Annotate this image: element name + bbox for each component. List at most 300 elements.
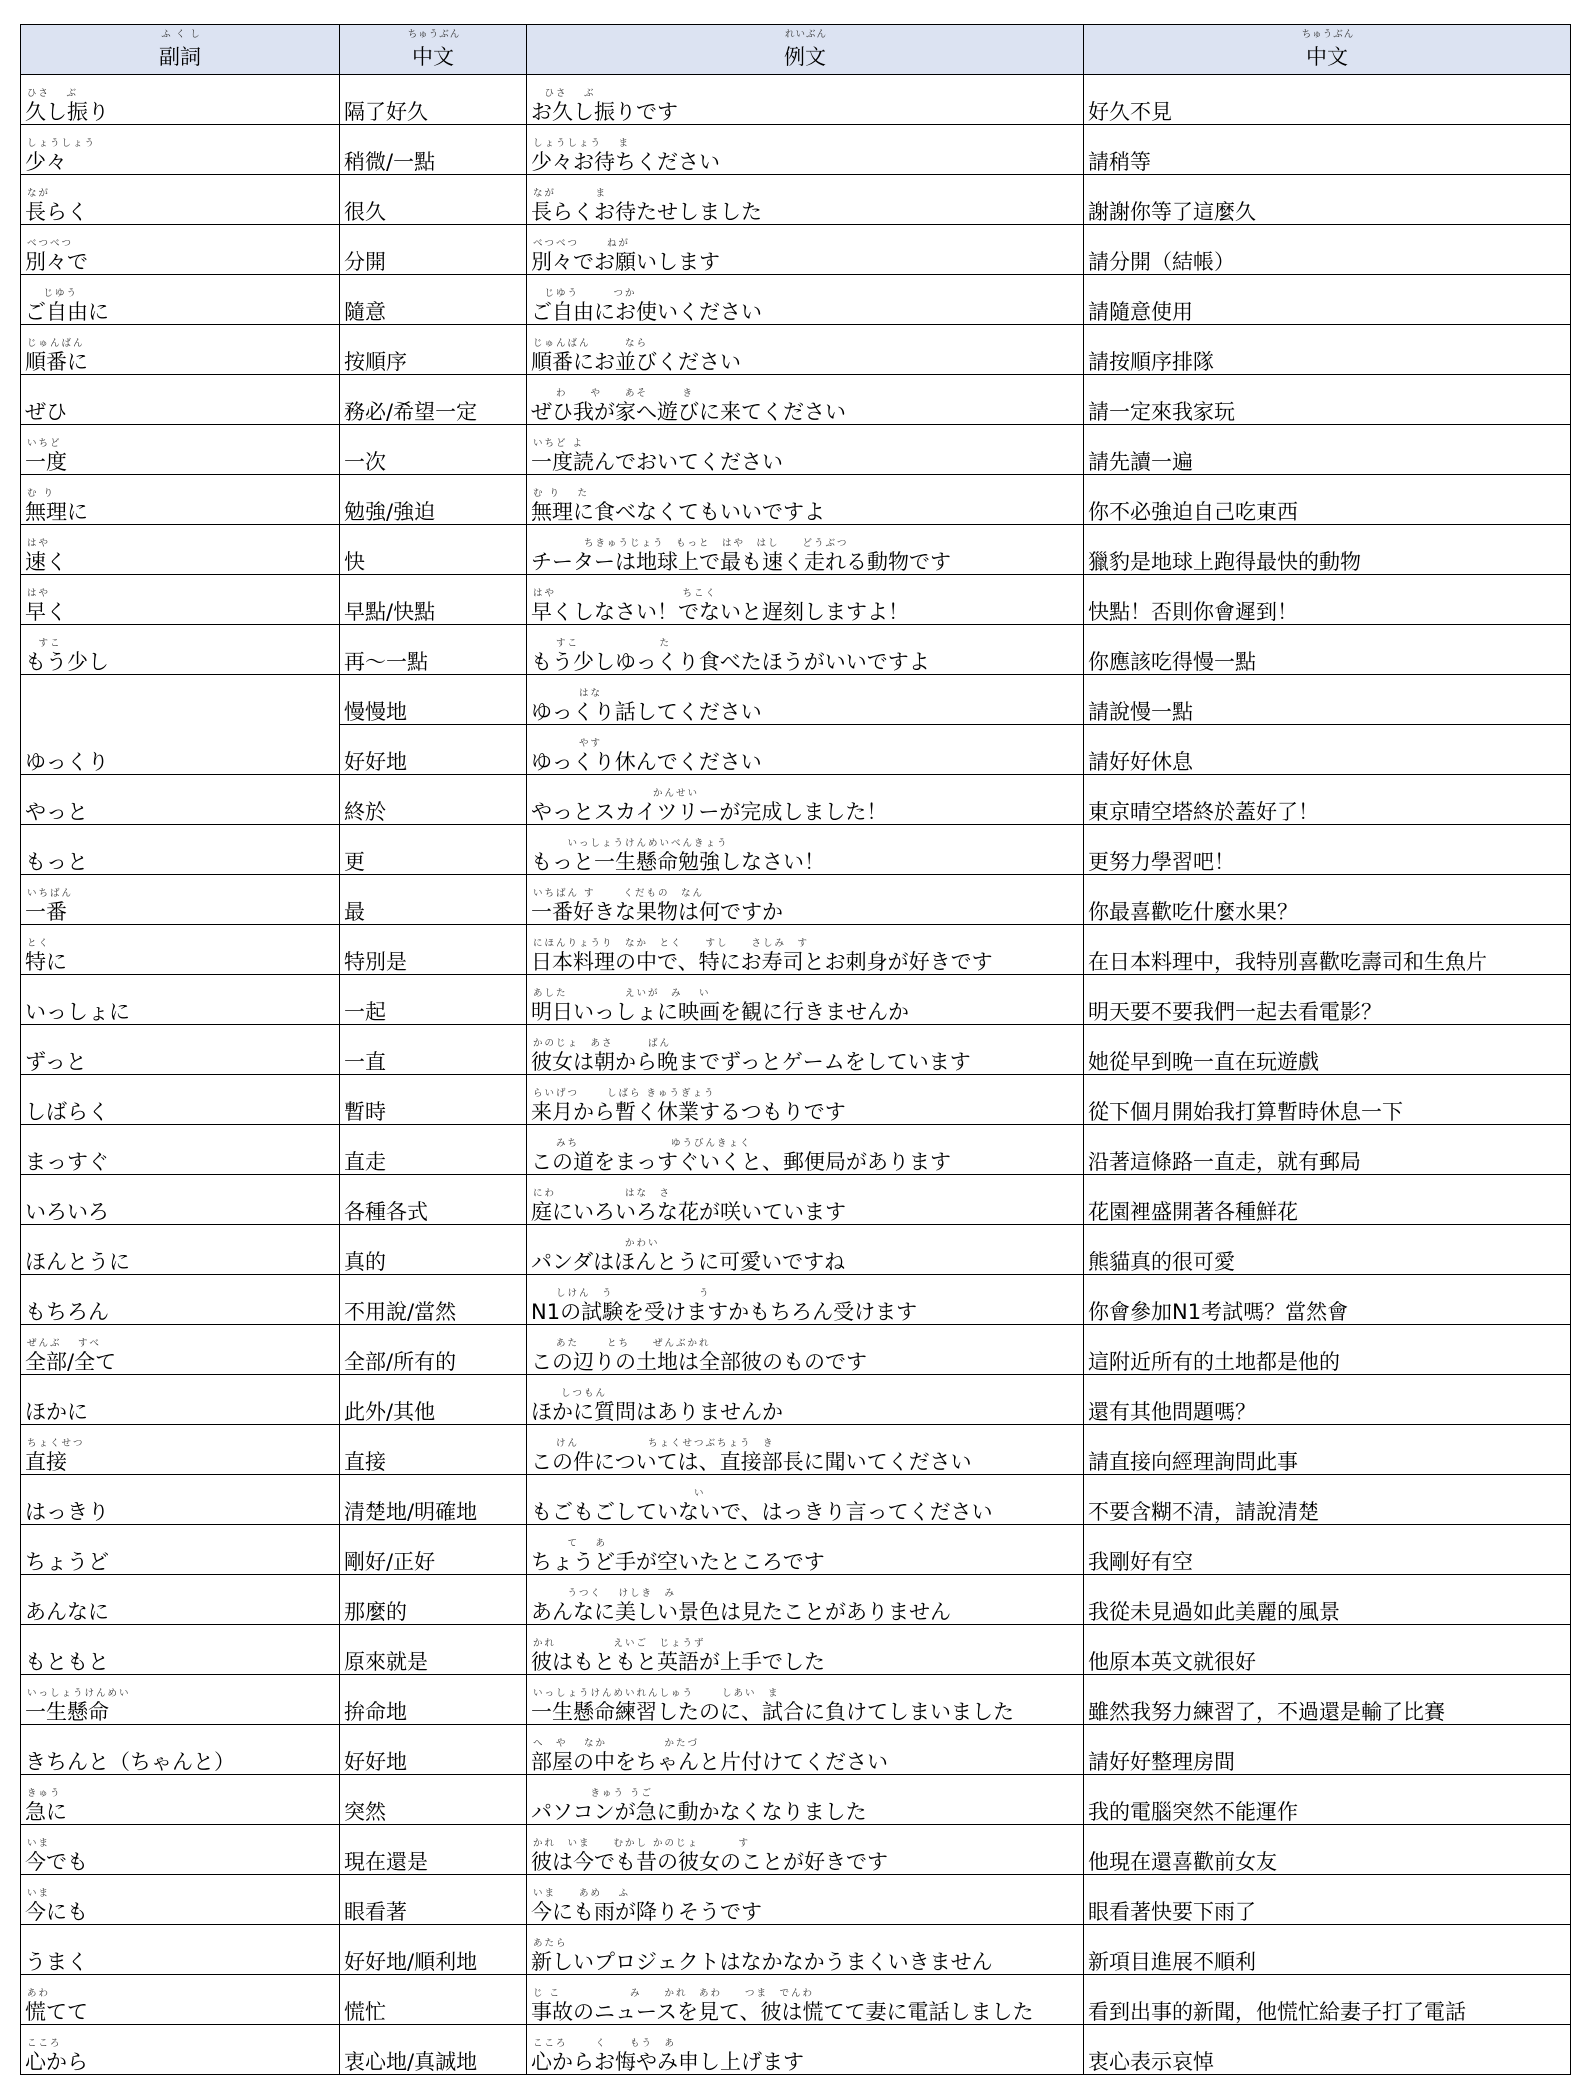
header-ruby: ちゅうぶん <box>407 29 461 40</box>
chinese-cell: 直接 <box>340 1425 527 1475</box>
translation-cell: 請好好休息 <box>1084 725 1571 775</box>
chinese-cell: 分開 <box>340 225 527 275</box>
main-text: やっとスカイツリーが完成しました！ <box>531 800 888 824</box>
adverb-cell <box>21 625 340 675</box>
furigana: はや <box>27 538 51 549</box>
adverb-cell <box>21 1225 340 1275</box>
furigana: すこ た <box>533 638 672 649</box>
furigana: いちど <box>27 438 62 449</box>
header-label: 副詞 <box>159 45 201 69</box>
translation-cell: 她從早到晚一直在玩遊戲 <box>1084 1025 1571 1075</box>
translation-cell: 沿著這條路一直走，就有郵局 <box>1084 1125 1571 1175</box>
chinese-cell: 那麼的 <box>340 1575 527 1625</box>
adverb-cell <box>21 675 340 775</box>
furigana: て あ <box>533 1538 608 1549</box>
main-text: はっきり <box>25 1500 109 1524</box>
table-row <box>21 1775 1571 1825</box>
main-text: 心からお悔やみ申し上げます <box>531 2050 804 2074</box>
furigana: とく <box>27 938 51 949</box>
header-label: 例文 <box>784 45 826 69</box>
chinese-cell: 好好地/順利地 <box>340 1925 527 1975</box>
translation-cell: 你應該吃得慢一點 <box>1084 625 1571 675</box>
main-text: 別々で <box>25 250 88 274</box>
furigana: ひさ ぶ <box>533 88 596 99</box>
main-text: 直接 <box>25 1450 67 1474</box>
main-text: 順番にお並びください <box>531 350 741 374</box>
table-row <box>21 175 1571 225</box>
furigana: はや ちこく <box>533 588 718 599</box>
furigana: かわい <box>533 1238 660 1249</box>
translation-cell: 看到出事的新聞，他慌忙給妻子打了電話 <box>1084 1975 1571 2025</box>
adverb-cell <box>21 275 340 325</box>
adverb-cell <box>21 75 340 125</box>
furigana <box>25 838 335 850</box>
furigana: にほんりょうり なか とく すし さしみ す <box>533 938 810 949</box>
example-cell <box>527 2025 1084 2075</box>
main-text: 来月から暫く休業するつもりです <box>531 1100 846 1124</box>
main-text: 早く <box>25 600 67 624</box>
main-text: ぜひ我が家へ遊びに来てください <box>531 400 846 424</box>
chinese-cell: 稍微/一點 <box>340 125 527 175</box>
main-text: 彼は今でも昔の彼女のことが好きです <box>531 1850 888 1874</box>
translation-cell: 衷心表示哀悼 <box>1084 2025 1571 2075</box>
chinese-cell: 全部/所有的 <box>340 1325 527 1375</box>
main-text: あんなに美しい景色は見たことがありません <box>531 1600 951 1624</box>
example-cell <box>527 175 1084 225</box>
main-text: 事故のニュースを見て、彼は慌てて妻に電話しました <box>531 2000 1034 2024</box>
table-row <box>21 1725 1571 1775</box>
furigana <box>25 1938 335 1950</box>
table-row <box>21 1525 1571 1575</box>
translation-cell: 明天要不要我們一起去看電影？ <box>1084 975 1571 1025</box>
adverb-cell <box>21 1575 340 1625</box>
furigana: む り た <box>533 488 590 499</box>
chinese-cell: 一次 <box>340 425 527 475</box>
translation-cell: 請一定來我家玩 <box>1084 375 1571 425</box>
furigana: かれ えいご じょうず <box>533 1638 706 1649</box>
translation-cell: 雖然我努力練習了，不過還是輸了比賽 <box>1084 1675 1571 1725</box>
furigana: いま あめ ふ <box>533 1888 631 1899</box>
example-cell <box>527 1925 1084 1975</box>
main-text: 順番に <box>25 350 88 374</box>
table-body <box>21 75 1571 2075</box>
main-text: ご自由に <box>25 300 109 324</box>
main-text: 今にも雨が降りそうです <box>531 1900 762 1924</box>
chinese-cell: 最 <box>340 875 527 925</box>
table-row <box>21 825 1571 875</box>
furigana: きゅう <box>27 1788 62 1799</box>
table-row <box>21 1175 1571 1225</box>
main-text: 一生懸命練習したのに、試合に負けてしまいました <box>531 1700 1014 1724</box>
adverb-cell <box>21 175 340 225</box>
chinese-cell: 很久 <box>340 175 527 225</box>
furigana <box>25 738 335 750</box>
translation-cell: 請直接向經理詢問此事 <box>1084 1425 1571 1475</box>
main-text: ほんとうに <box>25 1250 130 1274</box>
furigana <box>25 1188 335 1200</box>
main-text: ずっと <box>25 1050 87 1074</box>
furigana <box>25 1638 335 1650</box>
example-cell <box>527 875 1084 925</box>
example-cell <box>527 1875 1084 1925</box>
chinese-cell: 此外/其他 <box>340 1375 527 1425</box>
main-text: やっと <box>25 800 88 824</box>
chinese-cell: 突然 <box>340 1775 527 1825</box>
adverb-cell <box>21 1025 340 1075</box>
furigana: こころ く もう あ <box>533 2038 677 2049</box>
table-row <box>21 1125 1571 1175</box>
chinese-cell: 真的 <box>340 1225 527 1275</box>
translation-cell: 這附近所有的土地都是他的 <box>1084 1325 1571 1375</box>
table-row <box>21 675 1571 725</box>
example-cell <box>527 1025 1084 1075</box>
furigana <box>25 1388 335 1400</box>
translation-cell: 他原本英文就很好 <box>1084 1625 1571 1675</box>
table-row <box>21 425 1571 475</box>
example-cell <box>527 775 1084 825</box>
table-row <box>21 1325 1571 1375</box>
table-row <box>21 1375 1571 1425</box>
furigana <box>25 1488 335 1500</box>
table-row <box>21 525 1571 575</box>
main-text: 一生懸命 <box>25 1700 109 1724</box>
example-cell <box>527 575 1084 625</box>
table-row <box>21 1575 1571 1625</box>
chinese-cell: 拚命地 <box>340 1675 527 1725</box>
furigana: いま <box>27 1888 51 1899</box>
furigana: いま <box>27 1838 51 1849</box>
furigana: はや <box>27 588 51 599</box>
main-text: 一番好きな果物は何ですか <box>531 900 783 924</box>
example-cell <box>527 525 1084 575</box>
main-text: きちんと（ちゃんと） <box>25 1750 235 1774</box>
furigana: しょうしょう <box>27 138 97 149</box>
translation-cell: 獵豹是地球上跑得最快的動物 <box>1084 525 1571 575</box>
furigana <box>25 1138 335 1150</box>
example-cell <box>527 625 1084 675</box>
furigana: はな <box>533 688 603 699</box>
header-example <box>527 25 1084 75</box>
furigana: べつべつ ねが <box>533 238 631 249</box>
main-text: 新しいプロジェクトはなかなかうまくいきません <box>531 1950 993 1974</box>
adverb-cell <box>21 475 340 525</box>
translation-cell: 熊貓真的很可愛 <box>1084 1225 1571 1275</box>
translation-cell: 請稍等 <box>1084 125 1571 175</box>
table-row <box>21 575 1571 625</box>
furigana: じゆう <box>27 288 79 299</box>
example-cell <box>527 1175 1084 1225</box>
furigana: いちど よ <box>533 438 585 449</box>
adverb-cell <box>21 575 340 625</box>
chinese-cell: 慢慢地 <box>340 675 527 725</box>
example-cell <box>527 475 1084 525</box>
translation-cell: 還有其他問題嗎？ <box>1084 1375 1571 1425</box>
table-row <box>21 125 1571 175</box>
chinese-cell: 原來就是 <box>340 1625 527 1675</box>
main-text: 彼女は朝から晩までずっとゲームをしています <box>531 1050 971 1074</box>
main-text: 速く <box>25 550 67 574</box>
main-text: ちょうど <box>25 1550 109 1574</box>
main-text: いろいろ <box>25 1200 109 1224</box>
furigana: じ こ み かれ あわ つま でんわ <box>533 1988 815 1999</box>
main-text: ほかに質問はありませんか <box>531 1400 783 1424</box>
chinese-cell: 剛好/正好 <box>340 1525 527 1575</box>
main-text: N1の試験を受けますかもちろん受けます <box>531 1300 918 1324</box>
translation-cell: 請分開（結帳） <box>1084 225 1571 275</box>
chinese-cell: 終於 <box>340 775 527 825</box>
furigana: いちばん す くだもの なん <box>533 888 705 899</box>
furigana: わ や あそ き <box>533 388 695 399</box>
header-ruby: ふ く し <box>161 29 201 40</box>
header-row <box>21 25 1571 75</box>
furigana: あたら <box>533 1938 568 1949</box>
example-cell <box>527 1275 1084 1325</box>
translation-cell: 請說慢一點 <box>1084 675 1571 725</box>
main-text: この道をまっすぐいくと、郵便局があります <box>531 1150 951 1174</box>
example-cell <box>527 1425 1084 1475</box>
adverb-cell <box>21 425 340 475</box>
furigana: ぜんぶ すべ <box>27 1338 101 1349</box>
furigana: いっしょうけんめい <box>27 1688 131 1699</box>
main-text: 無理に食べなくてもいいですよ <box>531 500 825 524</box>
chinese-cell: 好好地 <box>340 1725 527 1775</box>
adverb-cell <box>21 1875 340 1925</box>
furigana: けん ちょくせつぶちょう き <box>533 1438 775 1449</box>
furigana: ちょくせつ <box>27 1438 85 1449</box>
main-text: いっしょに <box>25 1000 130 1024</box>
translation-cell: 更努力學習吧！ <box>1084 825 1571 875</box>
main-text: まっすぐ <box>25 1150 109 1174</box>
example-cell <box>527 325 1084 375</box>
header-chinese <box>340 25 527 75</box>
chinese-cell: 隨意 <box>340 275 527 325</box>
chinese-cell: 早點/快點 <box>340 575 527 625</box>
adverb-cell <box>21 925 340 975</box>
main-text: あんなに <box>25 1600 109 1624</box>
adverb-cell <box>21 1975 340 2025</box>
example-cell <box>527 1075 1084 1125</box>
main-text: 一度読んでおいてください <box>531 450 783 474</box>
example-cell <box>527 675 1084 725</box>
furigana: へ や なか かたづ <box>533 1738 700 1749</box>
main-text: この件については、直接部長に聞いてください <box>531 1450 972 1474</box>
main-text: 一番 <box>25 900 67 924</box>
table-row <box>21 1425 1571 1475</box>
main-text: この辺りの土地は全部彼のものです <box>531 1350 867 1374</box>
adverb-cell <box>21 775 340 825</box>
main-text: 一度 <box>25 450 67 474</box>
furigana: じゆう つか <box>533 288 637 299</box>
furigana: む り <box>27 488 56 499</box>
header-translation <box>1084 25 1571 75</box>
furigana: じゅんばん なら <box>533 338 649 349</box>
header-label: 中文 <box>412 45 454 69</box>
translation-cell: 快點！否則你會遲到！ <box>1084 575 1571 625</box>
main-text: 久し振り <box>25 100 109 124</box>
chinese-cell: 更 <box>340 825 527 875</box>
translation-cell: 好久不見 <box>1084 75 1571 125</box>
furigana: いちばん <box>27 888 74 899</box>
translation-cell: 我的電腦突然不能運作 <box>1084 1775 1571 1825</box>
table-row <box>21 1825 1571 1875</box>
main-text: ちょうど手が空いたところです <box>531 1550 825 1574</box>
translation-cell: 不要含糊不清，請說清楚 <box>1084 1475 1571 1525</box>
chinese-cell: 直走 <box>340 1125 527 1175</box>
table-row <box>21 1875 1571 1925</box>
furigana <box>25 1038 335 1050</box>
adverb-cell <box>21 225 340 275</box>
main-text: 今でも <box>25 1850 88 1874</box>
furigana <box>25 1738 335 1750</box>
main-text: ぜひ <box>25 400 67 424</box>
furigana: いっしょうけんめいべんきょう <box>533 838 729 849</box>
main-text: ほかに <box>25 1400 88 1424</box>
chinese-cell: 一起 <box>340 975 527 1025</box>
furigana: べつべつ <box>27 238 74 249</box>
translation-cell: 我剛好有空 <box>1084 1525 1571 1575</box>
furigana: すこ <box>27 638 62 649</box>
example-cell <box>527 725 1084 775</box>
adverb-cell <box>21 1625 340 1675</box>
furigana: うつく けしき み <box>533 1588 677 1599</box>
adverb-cell <box>21 375 340 425</box>
main-text: お久し振りです <box>531 100 678 124</box>
adverb-vocabulary-table <box>20 24 1571 2075</box>
translation-cell: 你不必強迫自己吃東西 <box>1084 475 1571 525</box>
furigana: らいげつ しばら きゅうぎょう <box>533 1088 716 1099</box>
furigana <box>25 788 335 800</box>
furigana: しつもん <box>533 1388 608 1399</box>
chinese-cell: 快 <box>340 525 527 575</box>
chinese-cell: 各種各式 <box>340 1175 527 1225</box>
main-text: 全部/全て <box>25 1350 117 1374</box>
adverb-cell <box>21 1375 340 1425</box>
example-cell <box>527 1825 1084 1875</box>
example-cell <box>527 225 1084 275</box>
translation-cell: 眼看著快要下雨了 <box>1084 1875 1571 1925</box>
example-cell <box>527 425 1084 475</box>
chinese-cell: 清楚地/明確地 <box>340 1475 527 1525</box>
table-row <box>21 1925 1571 1975</box>
furigana: あた とち ぜんぶかれ <box>533 1338 711 1349</box>
furigana <box>25 1538 335 1550</box>
furigana: ちきゅうじょう もっと はや はし どうぶつ <box>533 538 849 549</box>
translation-cell: 你會參加N1考試嗎？當然會 <box>1084 1275 1571 1325</box>
example-cell <box>527 825 1084 875</box>
adverb-cell <box>21 1675 340 1725</box>
adverb-cell <box>21 975 340 1025</box>
adverb-cell <box>21 325 340 375</box>
table-row <box>21 1075 1571 1125</box>
main-text: もう少しゆっくり食べたほうがいいですよ <box>531 650 930 674</box>
furigana <box>25 988 335 1000</box>
translation-cell: 我從未見過如此美麗的風景 <box>1084 1575 1571 1625</box>
example-cell <box>527 275 1084 325</box>
adverb-cell <box>21 125 340 175</box>
example-cell <box>527 75 1084 125</box>
table-row <box>21 475 1571 525</box>
adverb-cell <box>21 1075 340 1125</box>
chinese-cell: 一直 <box>340 1025 527 1075</box>
table-row <box>21 375 1571 425</box>
translation-cell: 他現在還喜歡前女友 <box>1084 1825 1571 1875</box>
furigana: やす <box>533 738 603 749</box>
example-cell <box>527 1725 1084 1775</box>
table-row <box>21 1225 1571 1275</box>
chinese-cell: 再～一點 <box>340 625 527 675</box>
adverb-cell <box>21 1425 340 1475</box>
furigana: じゅんばん <box>27 338 85 349</box>
example-cell <box>527 925 1084 975</box>
main-text: ゆっくり <box>25 750 109 774</box>
furigana <box>25 388 335 400</box>
main-text: 庭にいろいろな花が咲いています <box>531 1200 846 1224</box>
example-cell <box>527 1525 1084 1575</box>
main-text: 明日いっしょに映画を観に行きませんか <box>531 1000 909 1024</box>
example-cell <box>527 975 1084 1025</box>
table-row <box>21 1975 1571 2025</box>
main-text: 長らくお待たせしました <box>531 200 762 224</box>
main-text: もごもごしていないで、はっきり言ってください <box>531 1500 993 1524</box>
translation-cell: 請先讀一遍 <box>1084 425 1571 475</box>
table-row <box>21 325 1571 375</box>
furigana: みち ゆうびんきょく <box>533 1138 752 1149</box>
main-text: ゆっくり休んでください <box>531 750 762 774</box>
example-cell <box>527 1675 1084 1725</box>
table-row <box>21 1275 1571 1325</box>
header-ruby: れいぶん <box>784 29 827 40</box>
main-text: 日本料理の中で、特にお寿司とお刺身が好きです <box>531 950 993 974</box>
main-text: もっと一生懸命勉強しなさい！ <box>531 850 825 874</box>
chinese-cell: 暫時 <box>340 1075 527 1125</box>
main-text: もう少し <box>25 650 109 674</box>
furigana: こころ <box>27 2038 62 2049</box>
main-text: もちろん <box>25 1300 109 1324</box>
table-row <box>21 625 1571 675</box>
example-cell <box>527 1975 1084 2025</box>
furigana: ひさ ぶ <box>27 88 79 99</box>
table-row <box>21 1675 1571 1725</box>
furigana: いっしょうけんめいれんしゅう しあい ま <box>533 1688 780 1699</box>
example-cell <box>527 1575 1084 1625</box>
main-text: パンダはほんとうに可愛いですね <box>531 1250 846 1274</box>
example-cell <box>527 1325 1084 1375</box>
adverb-cell <box>21 1325 340 1375</box>
main-text: 部屋の中をちゃんと片付けてください <box>531 1750 888 1774</box>
main-text: しばらく <box>25 1100 109 1124</box>
furigana: あした えいが み い <box>533 988 711 999</box>
translation-cell: 東京晴空塔終於蓋好了！ <box>1084 775 1571 825</box>
furigana: かのじょ あさ ばん <box>533 1038 672 1049</box>
main-text: 彼はもともと英語が上手でした <box>531 1650 825 1674</box>
adverb-cell <box>21 1525 340 1575</box>
furigana: しょうしょう ま <box>533 138 631 149</box>
table-row <box>21 775 1571 825</box>
chinese-cell: 隔了好久 <box>340 75 527 125</box>
example-cell <box>527 1125 1084 1175</box>
translation-cell: 你最喜歡吃什麼水果？ <box>1084 875 1571 925</box>
main-text: ご自由にお使いください <box>531 300 762 324</box>
furigana: かれ いま むかし かのじょ す <box>533 1838 751 1849</box>
example-cell <box>527 1375 1084 1425</box>
example-cell <box>527 1775 1084 1825</box>
adverb-cell <box>21 1725 340 1775</box>
adverb-cell <box>21 875 340 925</box>
main-text: 心から <box>25 2050 88 2074</box>
chinese-cell: 好好地 <box>340 725 527 775</box>
furigana <box>25 1288 335 1300</box>
translation-cell: 從下個月開始我打算暫時休息一下 <box>1084 1075 1571 1125</box>
